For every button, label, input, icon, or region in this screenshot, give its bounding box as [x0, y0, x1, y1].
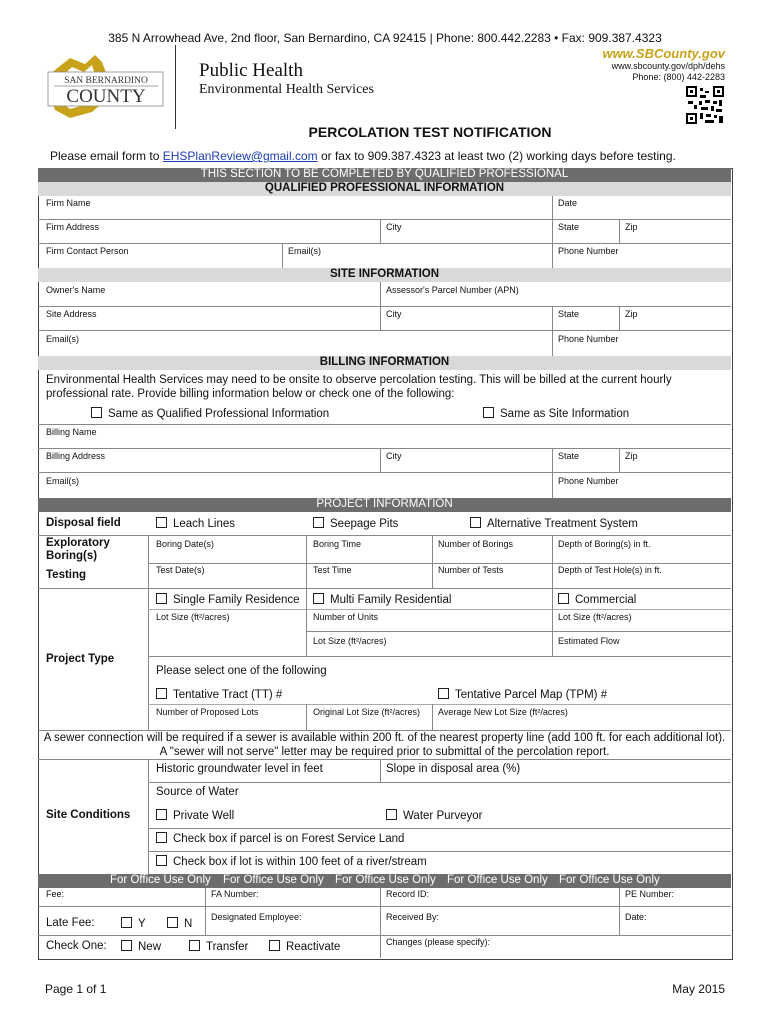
qp-banner: THIS SECTION TO BE COMPLETED BY QUALIFIED PROFESSIONAL: [38, 168, 731, 182]
form-revision-date: May 2015: [672, 982, 725, 996]
mfr-text: Multi Family Residential: [330, 594, 452, 606]
forest-text: Check box if parcel is on Forest Service Land: [173, 833, 405, 845]
river-text: Check box if lot is within 100 feet of a river/stream: [173, 856, 427, 868]
mfr-option[interactable]: [313, 593, 451, 606]
county-website-link[interactable]: www.SBCounty.gov: [602, 46, 725, 61]
private-well-text: Private Well: [173, 810, 235, 822]
qp-heading: QUALIFIED PROFESSIONAL INFORMATION: [38, 182, 731, 196]
instructions-prefix: Please email form to: [50, 149, 163, 163]
sfr-option[interactable]: [156, 593, 300, 606]
firm-name-label: Firm Name: [46, 198, 91, 208]
water-purveyor-text: Water Purveyor: [403, 810, 483, 822]
transfer-option[interactable]: [189, 940, 248, 953]
page-number: Page 1 of 1: [45, 982, 107, 996]
exploratory-label: Exploratory: [46, 537, 110, 549]
email-link[interactable]: EHSPlanReview@gmail.com: [162, 149, 318, 163]
sfr-text: Single Family Residence: [173, 594, 300, 606]
testing-label: Testing: [46, 569, 87, 581]
site-zip-label: Zip: [625, 309, 638, 319]
tt-text: Tentative Tract (TT) #: [173, 689, 283, 701]
received-by-label: Received By:: [386, 912, 440, 922]
qp-zip-label: Zip: [625, 222, 638, 232]
mfr-checkbox[interactable]: [313, 593, 324, 604]
test-depth-label: Depth of Test Hole(s) in ft.: [558, 565, 662, 575]
billing-address-label: Billing Address: [46, 451, 106, 461]
division-name: Environmental Health Services: [199, 82, 374, 97]
page-title: PERCOLATION TEST NOTIFICATION: [308, 124, 552, 140]
billing-city-label: City: [386, 451, 402, 461]
office-date-label: Date:: [625, 912, 647, 922]
seepage-pits-checkbox[interactable]: [313, 517, 324, 528]
qp-date-label: Date: [558, 198, 578, 208]
transfer-checkbox[interactable]: [189, 940, 200, 951]
billing-zip-label: Zip: [625, 451, 638, 461]
private-well-option[interactable]: [156, 809, 234, 822]
record-id-label: Record ID:: [386, 889, 430, 899]
commercial-lot-size-label: Lot Size (ft²/acres): [558, 612, 632, 622]
same-as-site-text: Same as Site Information: [500, 408, 630, 420]
changes-label: Changes (please specify):: [386, 937, 491, 947]
tt-option[interactable]: [156, 688, 282, 701]
water-purveyor-option[interactable]: [386, 809, 482, 822]
site-phone-label: Phone Number: [558, 334, 619, 344]
num-units-label: Number of Units: [313, 612, 379, 622]
original-lot-label: Original Lot Size (ft²/acres): [313, 707, 421, 717]
tt-checkbox[interactable]: [156, 688, 167, 699]
billing-note-line2: professional rate. Provide billing information below or check one of the following:: [46, 388, 455, 400]
leach-lines-checkbox[interactable]: [156, 517, 167, 528]
boring-time-label: Boring Time: [313, 539, 362, 549]
seepage-pits-text: Seepage Pits: [330, 518, 399, 530]
borings-label: Boring(s): [46, 550, 98, 562]
avg-lot-label: Average New Lot Size (ft²/acres): [438, 707, 568, 717]
office-use-text-2: For Office Use Only: [223, 874, 324, 886]
reactivate-text: Reactivate: [286, 941, 341, 953]
alt-treatment-text: Alternative Treatment System: [487, 518, 638, 530]
department-phone: Phone: (800) 442-2283: [632, 72, 725, 82]
owner-name-label: Owner's Name: [46, 285, 106, 295]
late-fee-yes-checkbox[interactable]: [121, 917, 132, 928]
billing-heading: BILLING INFORMATION: [38, 356, 731, 370]
header-divider: [175, 45, 176, 129]
site-email-label: Email(s): [46, 334, 79, 344]
reactivate-checkbox[interactable]: [269, 940, 280, 951]
site-state-label: State: [558, 309, 580, 319]
proposed-lots-label: Number of Proposed Lots: [156, 707, 259, 717]
commercial-option[interactable]: [558, 593, 636, 606]
groundwater-label: Historic groundwater level in feet: [156, 763, 323, 775]
late-fee-no-text: N: [184, 918, 193, 930]
new-checkbox[interactable]: [121, 940, 132, 951]
designated-employee-label: Designated Employee:: [211, 912, 302, 922]
pe-number-label: PE Number:: [625, 889, 675, 899]
seepage-pits-option[interactable]: [313, 517, 398, 530]
sewer-note: [38, 731, 731, 759]
commercial-text: Commercial: [575, 594, 637, 606]
qr-code[interactable]: [686, 86, 724, 124]
same-as-site-option[interactable]: [483, 407, 629, 420]
late-fee-no[interactable]: [167, 917, 192, 930]
late-fee-no-checkbox[interactable]: [167, 917, 178, 928]
tpm-checkbox[interactable]: [438, 688, 449, 699]
estimated-flow-label: Estimated Flow: [558, 636, 620, 646]
tpm-text: Tentative Parcel Map (TPM) #: [455, 689, 608, 701]
billing-phone-label: Phone Number: [558, 476, 619, 486]
forest-checkbox[interactable]: [156, 832, 167, 843]
new-option[interactable]: [121, 940, 161, 953]
qp-email-label: Email(s): [288, 246, 321, 256]
project-banner: PROJECT INFORMATION: [38, 498, 731, 512]
test-time-label: Test Time: [313, 565, 352, 575]
qp-state-label: State: [558, 222, 580, 232]
county-logo: [40, 50, 165, 124]
sfr-lot-size-label: Lot Size (ft²/acres): [156, 612, 230, 622]
late-fee-label: Late Fee:: [46, 917, 95, 929]
same-as-qp-text: Same as Qualified Professional Information: [108, 408, 330, 420]
late-fee-yes-text: Y: [138, 918, 146, 930]
office-use-text-3: For Office Use Only: [335, 874, 436, 886]
num-tests-label: Number of Tests: [438, 565, 504, 575]
sewer-note-line2: A "sewer will not serve" letter may be required prior to submittal of the percolation report.: [159, 746, 610, 758]
late-fee-yes[interactable]: [121, 917, 146, 930]
firm-contact-label: Firm Contact Person: [46, 246, 129, 256]
water-source-label: Source of Water: [156, 786, 239, 798]
site-city-label: City: [386, 309, 402, 319]
billing-note-line1: Environmental Health Services may need to be onsite to observe percolation testing. This will be billed at the current hourly: [46, 374, 672, 386]
private-well-checkbox[interactable]: [156, 809, 167, 820]
leach-lines-text: Leach Lines: [173, 518, 236, 530]
mfr-lot-size-label: Lot Size (ft²/acres): [313, 636, 387, 646]
new-text: New: [138, 941, 162, 953]
site-heading: SITE INFORMATION: [38, 268, 731, 282]
logo-bottom-text: COUNTY: [66, 86, 146, 107]
river-option[interactable]: [156, 855, 427, 868]
header-address: 385 N Arrowhead Ave, 2nd floor, San Bernardino, CA 92415 | Phone: 800.442.2283 • Fax: 909.387.4323: [108, 31, 662, 45]
transfer-text: Transfer: [206, 941, 249, 953]
alt-treatment-checkbox[interactable]: [470, 517, 481, 528]
select-one-text: Please select one of the following: [156, 665, 327, 677]
forest-option[interactable]: [156, 832, 404, 845]
same-as-qp-checkbox[interactable]: [91, 407, 102, 418]
project-type-label: Project Type: [46, 653, 115, 665]
department-name: Public Health: [199, 60, 303, 81]
water-purveyor-checkbox[interactable]: [386, 809, 397, 820]
num-borings-label: Number of Borings: [438, 539, 514, 549]
boring-depth-label: Depth of Boring(s) in ft.: [558, 539, 651, 549]
submission-instructions: [50, 149, 676, 163]
check-one-label: Check One:: [46, 940, 107, 952]
boring-dates-label: Boring Date(s): [156, 539, 215, 549]
reactivate-option[interactable]: [269, 940, 340, 953]
sewer-note-line1: A sewer connection will be required if a sewer is available within 200 ft. of the nearest property line (add 100 ft. for each additional lot).: [43, 732, 726, 744]
office-use-text-5: For Office Use Only: [559, 874, 660, 886]
tpm-option[interactable]: [438, 688, 607, 701]
qp-city-label: City: [386, 222, 402, 232]
sfr-checkbox[interactable]: [156, 593, 167, 604]
apn-label: Assessor's Parcel Number (APN): [386, 285, 519, 295]
office-use-banner: [38, 874, 731, 888]
same-as-site-checkbox[interactable]: [483, 407, 494, 418]
billing-email-label: Email(s): [46, 476, 79, 486]
firm-address-label: Firm Address: [46, 222, 100, 232]
site-address-label: Site Address: [46, 309, 97, 319]
billing-name-label: Billing Name: [46, 427, 97, 437]
site-conditions-label: Site Conditions: [46, 809, 131, 821]
test-dates-label: Test Date(s): [156, 565, 205, 575]
disposal-field-label: Disposal field: [46, 517, 121, 529]
department-url[interactable]: www.sbcounty.gov/dph/dehs: [611, 61, 725, 71]
fee-label: Fee:: [46, 889, 65, 899]
billing-state-label: State: [558, 451, 580, 461]
leach-lines-option[interactable]: [156, 517, 235, 530]
same-as-qp-option[interactable]: [91, 407, 329, 420]
qp-phone-label: Phone Number: [558, 246, 619, 256]
instructions-suffix: or fax to 909.387.4323 at least two (2) working days before testing.: [317, 149, 676, 163]
logo-top-text: SAN BERNARDINO: [64, 76, 148, 86]
river-checkbox[interactable]: [156, 855, 167, 866]
fa-number-label: FA Number:: [211, 889, 259, 899]
office-use-text-1: For Office Use Only: [110, 874, 211, 886]
slope-label: Slope in disposal area (%): [386, 763, 521, 775]
alt-treatment-option[interactable]: [470, 517, 638, 530]
commercial-checkbox[interactable]: [558, 593, 569, 604]
office-use-text-4: For Office Use Only: [447, 874, 548, 886]
